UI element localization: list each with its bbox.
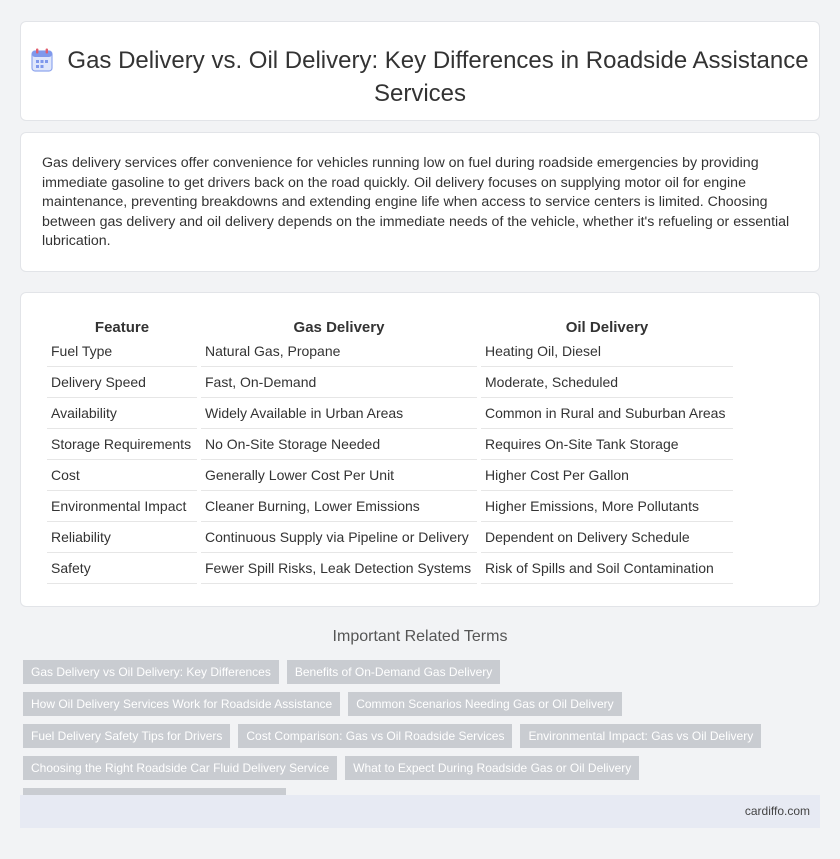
related-term-link[interactable]: Environmental Impact: Gas vs Oil Delivery [520,724,761,748]
related-term-link[interactable]: How Oil Delivery Services Work for Roadside Assistance [23,692,340,716]
header-feature: Feature [94,319,150,336]
related-term-link[interactable]: Common Scenarios Needing Gas or Oil Delivery [348,692,621,716]
cell-feature: Environmental Impact [47,491,197,522]
cell-gas: No On-Site Storage Needed [201,429,477,460]
table-row [47,491,733,522]
page-title-wrap [21,46,819,108]
calendar-icon [31,48,53,79]
cell-gas: Fast, On-Demand [201,367,477,398]
cell-oil: Higher Cost Per Gallon [481,460,733,491]
page-title: Gas Delivery vs. Oil Delivery: Key Differences in Roadside Assistance Services [67,47,809,107]
footer-site-link[interactable]: cardiffo.com [744,804,810,818]
cell-gas: Continuous Supply via Pipeline or Delivery [201,522,477,553]
cell-gas: Widely Available in Urban Areas [201,398,477,429]
table-header-row [47,314,733,336]
cell-oil: Moderate, Scheduled [481,367,733,398]
cell-oil: Risk of Spills and Soil Contamination [481,553,733,584]
cell-oil: Common in Rural and Suburban Areas [481,398,733,429]
table-row [47,553,733,584]
table-row [47,336,733,367]
comparison-table [43,314,737,584]
table-row [47,522,733,553]
cell-oil: Heating Oil, Diesel [481,336,733,367]
cell-feature: Storage Requirements [47,429,197,460]
related-term-link[interactable]: Gas Delivery vs Oil Delivery: Key Differences [23,660,279,684]
cell-gas: Fewer Spill Risks, Leak Detection Systems [201,553,477,584]
header-gas-delivery: Gas Delivery [293,319,385,336]
related-term-link[interactable]: Benefits of On-Demand Gas Delivery [287,660,500,684]
cell-gas: Generally Lower Cost Per Unit [201,460,477,491]
intro-paragraph: Gas delivery services offer convenience for vehicles running low on fuel during roadside emergencies by providing immediate gasoline to get drivers back on the road quickly. Oil delivery focuses on supplying motor oil for engine maintenance, preventing breakdowns and extending engine life when access to service centers is limited. Choosing between gas delivery and oil delivery depends on the immediate needs of the vehicle, whether it's refueling or essential lubrication. [42,155,790,250]
cell-feature: Reliability [47,522,197,553]
cell-oil: Requires On-Site Tank Storage [481,429,733,460]
table-row [47,367,733,398]
title-card [20,21,820,121]
cell-gas: Natural Gas, Propane [201,336,477,367]
table-row [47,429,733,460]
table-row [47,460,733,491]
comparison-card [20,292,820,607]
cell-feature: Availability [47,398,197,429]
cell-oil: Dependent on Delivery Schedule [481,522,733,553]
cell-oil: Higher Emissions, More Pollutants [481,491,733,522]
related-term-link[interactable]: Fuel Delivery Safety Tips for Drivers [23,724,230,748]
related-term-link[interactable]: What to Expect During Roadside Gas or Oil Delivery [345,756,639,780]
footer [20,795,820,828]
related-terms-list [23,660,823,812]
related-term-link[interactable]: Choosing the Right Roadside Car Fluid Delivery Service [23,756,337,780]
intro-card [20,132,820,272]
table-row [47,398,733,429]
cell-feature: Cost [47,460,197,491]
cell-gas: Cleaner Burning, Lower Emissions [201,491,477,522]
header-oil-delivery: Oil Delivery [565,319,649,336]
cell-feature: Delivery Speed [47,367,197,398]
related-term-link[interactable]: Cost Comparison: Gas vs Oil Roadside Services [238,724,512,748]
cell-feature: Safety [47,553,197,584]
cell-feature: Fuel Type [47,336,197,367]
related-terms-heading: Important Related Terms [332,628,508,645]
